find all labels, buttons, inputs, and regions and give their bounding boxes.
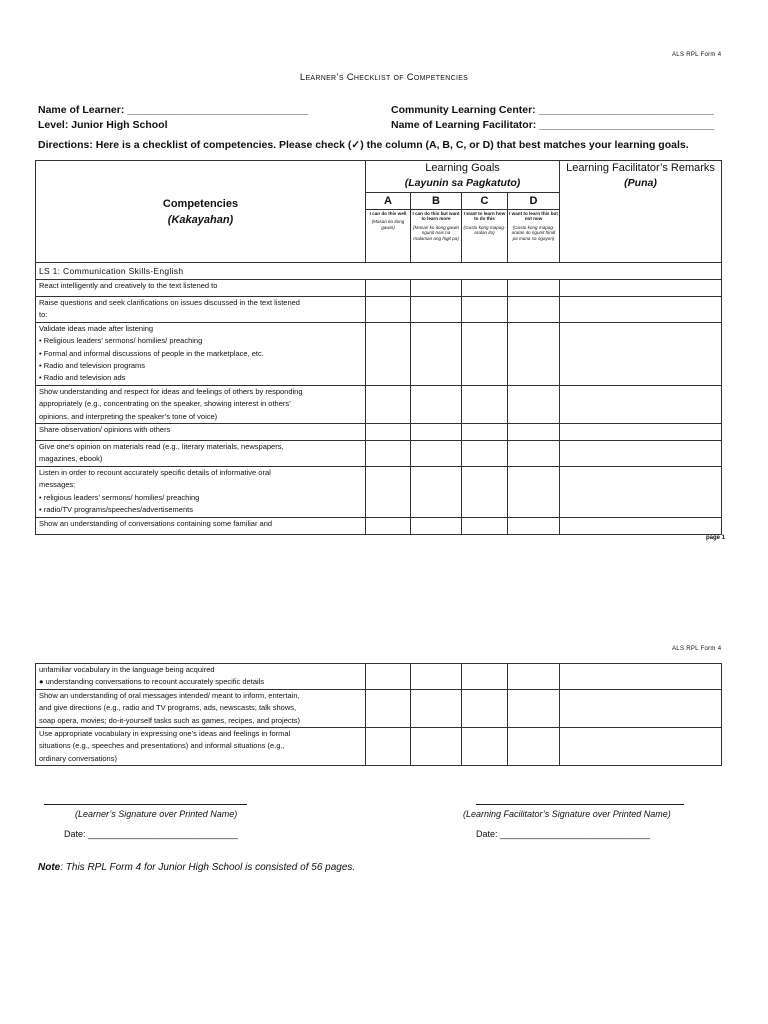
competency-cell bbox=[36, 441, 366, 467]
column-c-letter: C bbox=[462, 193, 508, 210]
form-number: ALS RPL Form 4 bbox=[672, 52, 722, 58]
competency-text-line: magazines, ebook) bbox=[39, 454, 103, 464]
remarks-label: Learning Facilitator’s Remarks bbox=[566, 162, 715, 174]
community-learning-center-field: Community Learning Center: ______________________________ bbox=[391, 104, 714, 116]
competency-text-line: Share observation/ opinions with others bbox=[39, 425, 171, 435]
name-of-learner-field: Name of Learner: _______________________________ bbox=[38, 104, 309, 116]
checkbox-column-a[interactable] bbox=[366, 297, 411, 323]
column-a-en: I can do this well bbox=[369, 211, 407, 216]
checkbox-column-c[interactable] bbox=[462, 297, 508, 323]
checkbox-column-c[interactable] bbox=[462, 441, 508, 467]
checkbox-column-b[interactable] bbox=[411, 280, 462, 297]
competencies-header bbox=[36, 161, 366, 263]
facilitator-signature-line bbox=[476, 804, 684, 805]
column-d-tl: (Gusto kong mapag-aralan ito ngunit hindi pa muna sa ngayon) bbox=[511, 224, 556, 241]
learning-facilitator-field: Name of Learning Facilitator: ______________________________ bbox=[391, 119, 715, 131]
competency-cell bbox=[36, 322, 366, 385]
checkbox-column-c[interactable] bbox=[462, 728, 508, 766]
checkbox-column-d[interactable] bbox=[508, 280, 560, 297]
competency-text-line: Use appropriate vocabulary in expressing one’s ideas and feelings in formal bbox=[39, 729, 291, 739]
form-number-page2: ALS RPL Form 4 bbox=[672, 646, 722, 652]
competency-cell bbox=[36, 689, 366, 727]
competency-text-line: Raise questions and seek clarifications on issues discussed in the text listened bbox=[39, 298, 300, 307]
column-b-tl: (Masari ko itong gawin ngunit nais na malaman ang higit pa) bbox=[413, 224, 459, 241]
column-a-letter: A bbox=[366, 193, 411, 210]
table-row bbox=[36, 280, 722, 297]
checkbox-column-b[interactable] bbox=[411, 466, 462, 517]
competency-text-line: • Radio and television programs bbox=[39, 361, 146, 371]
column-b-letter: B bbox=[411, 193, 462, 210]
checkbox-column-d[interactable] bbox=[508, 689, 560, 727]
checkbox-column-b[interactable] bbox=[411, 664, 462, 690]
note-label: Note bbox=[38, 862, 61, 873]
remarks-cell[interactable] bbox=[560, 466, 722, 517]
competency-text-line: opinions, and interpreting the speaker’s tone of voice) bbox=[39, 411, 218, 421]
note-body: : This RPL Form 4 for Junior High School is consisted of 56 pages. bbox=[60, 862, 356, 873]
competency-cell bbox=[36, 664, 366, 690]
column-d-description bbox=[508, 210, 560, 263]
checkbox-column-b[interactable] bbox=[411, 322, 462, 385]
remarks-cell[interactable] bbox=[560, 424, 722, 441]
checkbox-column-b[interactable] bbox=[411, 689, 462, 727]
column-b-description bbox=[411, 210, 462, 263]
learner-signature-label: (Learner’s Signature over Printed Name) bbox=[75, 809, 238, 819]
competency-text-line: situations (e.g., speeches and presentations) and informal situations (e.g., bbox=[39, 741, 285, 751]
checkbox-column-d[interactable] bbox=[508, 424, 560, 441]
competency-cell bbox=[36, 297, 366, 323]
competency-text-line: React intelligently and creatively to the text listened to bbox=[39, 281, 218, 290]
checkbox-column-b[interactable] bbox=[411, 385, 462, 423]
checkbox-column-a[interactable] bbox=[366, 441, 411, 467]
checkbox-column-c[interactable] bbox=[462, 385, 508, 423]
checkbox-column-b[interactable] bbox=[411, 297, 462, 323]
competency-text-line: Validate ideas made after listening bbox=[39, 323, 154, 333]
remarks-cell[interactable] bbox=[560, 517, 722, 534]
remarks-cell[interactable] bbox=[560, 385, 722, 423]
checkbox-column-d[interactable] bbox=[508, 664, 560, 690]
checkbox-column-d[interactable] bbox=[508, 297, 560, 323]
checkbox-column-a[interactable] bbox=[366, 728, 411, 766]
checkbox-column-c[interactable] bbox=[462, 280, 508, 297]
remarks-cell[interactable] bbox=[560, 728, 722, 766]
facilitator-date-field: Date: ______________________________ bbox=[476, 829, 651, 839]
checkbox-column-c[interactable] bbox=[462, 322, 508, 385]
checkbox-column-d[interactable] bbox=[508, 441, 560, 467]
competency-text-line: messages: bbox=[39, 480, 76, 490]
competency-cell bbox=[36, 280, 366, 297]
document-title: Learner’s Checklist of Competencies bbox=[299, 72, 469, 83]
remarks-cell[interactable] bbox=[560, 441, 722, 467]
table-row bbox=[36, 385, 722, 423]
remarks-cell[interactable] bbox=[560, 322, 722, 385]
competency-checklist-table bbox=[35, 160, 722, 535]
competency-text-line: and give directions (e.g., radio and TV programs, ads, newscasts; talk shows, bbox=[39, 703, 297, 713]
competency-text-line: • radio/TV programs/speeches/advertisements bbox=[39, 505, 193, 515]
remarks-cell[interactable] bbox=[560, 689, 722, 727]
competency-text-line: soap opera, movies; do-it-yourself tasks such as games, recipes, and projects) bbox=[39, 715, 300, 725]
checkbox-column-b[interactable] bbox=[411, 441, 462, 467]
learning-goals-header bbox=[366, 161, 560, 193]
table-row bbox=[36, 728, 722, 766]
competencies-label: Competencies bbox=[162, 197, 239, 210]
column-d-en: I want to learn this but not now bbox=[509, 211, 558, 222]
checkbox-column-d[interactable] bbox=[508, 517, 560, 534]
checkbox-column-a[interactable] bbox=[366, 689, 411, 727]
column-c-tl: (Gusto kong mapag-aralan ito) bbox=[463, 224, 506, 236]
remarks-cell[interactable] bbox=[560, 280, 722, 297]
checkbox-column-b[interactable] bbox=[411, 517, 462, 534]
competency-text-line: to: bbox=[39, 310, 48, 320]
column-c-en: I want to learn how to do this bbox=[463, 211, 506, 222]
learning-goals-tl-label: (Layunin sa Pagkatuto) bbox=[404, 177, 521, 189]
checkbox-column-b[interactable] bbox=[411, 424, 462, 441]
competency-text-line: Show understanding and respect for ideas and feelings of others by responding bbox=[39, 386, 303, 396]
learning-goals-label: Learning Goals bbox=[425, 162, 500, 174]
competency-text-line: • Formal and informal discussions of people in the marketplace, etc. bbox=[39, 348, 264, 358]
competency-text-line: • Radio and television ads bbox=[39, 373, 126, 383]
competency-text-line: unfamiliar vocabulary in the language being acquired bbox=[39, 665, 215, 674]
checkbox-column-d[interactable] bbox=[508, 322, 560, 385]
competency-text-line: appropriately (e.g., concentrating on the speaker, showing interest in others’ bbox=[39, 399, 291, 409]
competency-text-line: Show an understanding of conversations containing some familiar and bbox=[39, 518, 273, 528]
competency-cell bbox=[36, 385, 366, 423]
table-row bbox=[36, 441, 722, 467]
checkbox-column-c[interactable] bbox=[462, 424, 508, 441]
table-row bbox=[36, 517, 722, 534]
checkbox-column-d[interactable] bbox=[508, 385, 560, 423]
checkbox-column-d[interactable] bbox=[508, 728, 560, 766]
competency-cell bbox=[36, 424, 366, 441]
remarks-header bbox=[560, 161, 722, 263]
competency-cell bbox=[36, 728, 366, 766]
competency-text-line: Show an understanding of oral messages intended/ meant to inform, entertain, bbox=[39, 690, 300, 700]
column-c-description bbox=[462, 210, 508, 263]
checkbox-column-a[interactable] bbox=[366, 322, 411, 385]
column-a-description bbox=[366, 210, 411, 263]
checkbox-column-a[interactable] bbox=[366, 280, 411, 297]
competencies-tl-label: (Kakayahan) bbox=[167, 213, 234, 226]
competency-text-line: • religious leaders’ sermons/ homilies/ preaching bbox=[39, 492, 200, 502]
competency-cell bbox=[36, 517, 366, 534]
column-b-en: I can do this but want to learn more bbox=[412, 211, 460, 222]
competency-text-line: Listen in order to recount accurately specific details of informative oral bbox=[39, 467, 271, 477]
checkbox-column-a[interactable] bbox=[366, 424, 411, 441]
competency-text-line: ● understanding conversations to recount accurately specific details bbox=[39, 677, 265, 687]
checkbox-column-a[interactable] bbox=[366, 664, 411, 690]
competency-cell bbox=[36, 466, 366, 517]
page-number: page 1 bbox=[706, 535, 726, 541]
table-row bbox=[36, 297, 722, 323]
table-row bbox=[36, 424, 722, 441]
remarks-cell[interactable] bbox=[560, 297, 722, 323]
competency-text-line: • Religious leaders’ sermons/ homilies/ preaching bbox=[39, 336, 203, 346]
checkbox-column-c[interactable] bbox=[462, 689, 508, 727]
checkbox-column-a[interactable] bbox=[366, 466, 411, 517]
remarks-tl-label: (Puna) bbox=[624, 177, 657, 189]
competency-text-line: ordinary conversations) bbox=[39, 753, 117, 763]
competency-text-line: Give one’s opinion on materials read (e.g., literary materials, newspapers, bbox=[39, 442, 284, 452]
checkbox-column-c[interactable] bbox=[462, 664, 508, 690]
note-text bbox=[38, 862, 355, 873]
directions-text: Directions: Here is a checklist of competencies. Please check (✓) the column (A, B, C, or D) that best matches your learning goals. bbox=[38, 139, 689, 151]
section-header-ls1: LS 1: Communication Skills-English bbox=[36, 263, 722, 280]
column-a-tl: (Masari ko itong gawin) bbox=[371, 219, 405, 230]
checkbox-column-a[interactable] bbox=[366, 517, 411, 534]
table-row bbox=[36, 689, 722, 727]
remarks-cell[interactable] bbox=[560, 664, 722, 690]
checkbox-column-b[interactable] bbox=[411, 728, 462, 766]
level-field: Level: Junior High School bbox=[38, 119, 168, 131]
checkbox-column-c[interactable] bbox=[462, 517, 508, 534]
table-row bbox=[36, 664, 722, 690]
table-row bbox=[36, 322, 722, 385]
column-d-letter: D bbox=[508, 193, 560, 210]
checkbox-column-d[interactable] bbox=[508, 466, 560, 517]
checkbox-column-c[interactable] bbox=[462, 466, 508, 517]
learner-signature-line bbox=[44, 804, 247, 805]
table-row bbox=[36, 466, 722, 517]
learner-date-field: Date: ______________________________ bbox=[64, 829, 239, 839]
checkbox-column-a[interactable] bbox=[366, 385, 411, 423]
competency-checklist-table-continued bbox=[35, 663, 722, 766]
facilitator-signature-label: (Learning Facilitator’s Signature over Printed Name) bbox=[463, 809, 671, 819]
